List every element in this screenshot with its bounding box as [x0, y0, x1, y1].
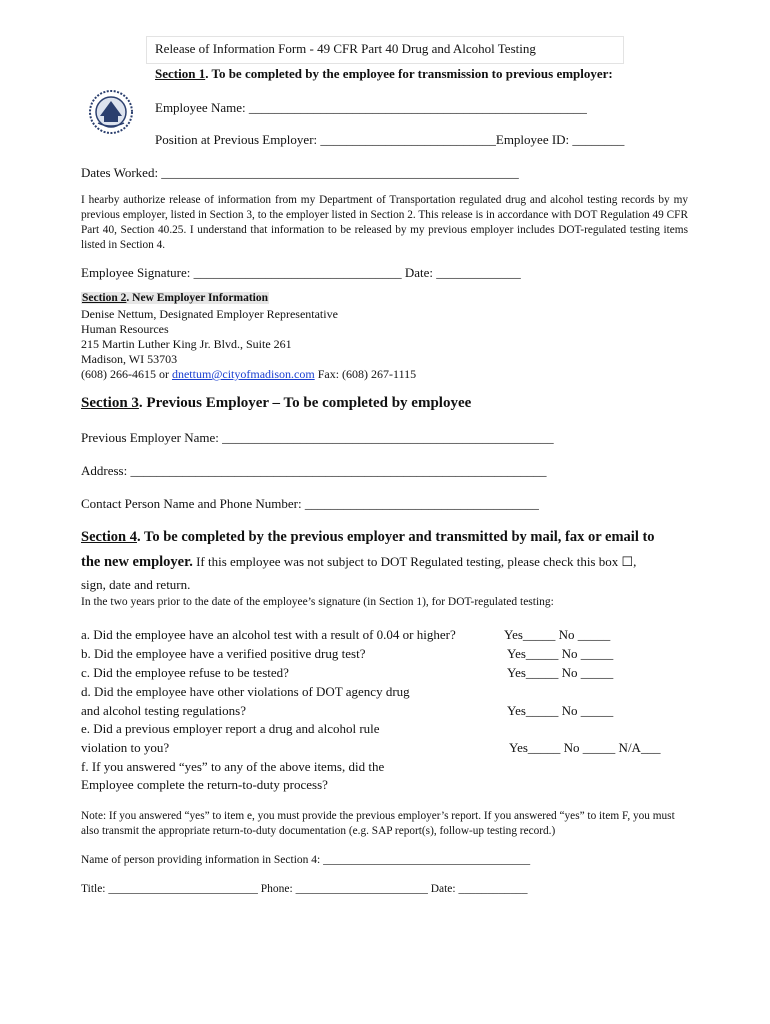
section3-heading: Section 3. Previous Employer – To be completed by employee [81, 395, 472, 411]
question-d: d. Did the employee have other violations of DOT agency drug [81, 684, 410, 699]
contact-person-field[interactable]: Contact Person Name and Phone Number: ____________________________________ [81, 496, 539, 511]
new-employer-info [81, 307, 416, 382]
previous-employer-name-field[interactable]: Previous Employer Name: ___________________________________________________ [81, 430, 554, 445]
question-a: a. Did the employee have an alcohol test with a result of 0.04 or higher? [81, 627, 456, 642]
city-seal-icon [88, 89, 134, 135]
section4-intro: In the two years prior to the date of the employee’s signature (in Section 1), for DOT-regulated testing: [81, 596, 554, 608]
employee-signature-field[interactable]: Employee Signature: ________________________________ Date: _____________ [81, 265, 521, 280]
question-c: c. Did the employee refuse to be tested? [81, 665, 289, 680]
question-e-cont: violation to you? [81, 740, 170, 755]
title-phone-date-field[interactable]: Title: __________________________ Phone: _______________________ Date: ____________ [81, 883, 528, 895]
section4-heading-line2: the new employer. If this employee was not subject to DOT Regulated testing, please check this box ☐, [81, 554, 637, 570]
question-e-answer[interactable]: Yes_____ No _____ N/A___ [509, 740, 661, 755]
form-title: Release of Information Form - 49 CFR Part 40 Drug and Alcohol Testing [155, 41, 536, 56]
name-of-person-field[interactable]: Name of person providing information in Section 4: ____________________________________ [81, 854, 531, 866]
street-address: 215 Martin Luther King Jr. Blvd., Suite 261 [81, 337, 292, 351]
employee-name-field[interactable]: Employee Name: ____________________________________________________ [155, 100, 587, 115]
previous-employer-address-field[interactable]: Address: ________________________________________________________________ [81, 463, 547, 478]
question-b-answer[interactable]: Yes_____ No _____ [507, 646, 614, 661]
section4-heading-line3: sign, date and return. [81, 577, 191, 592]
form-title-box [146, 36, 624, 64]
question-e: e. Did a previous employer report a drug and alcohol rule [81, 721, 380, 736]
question-a-answer[interactable]: Yes_____ No _____ [504, 627, 611, 642]
city-state-zip: Madison, WI 53703 [81, 352, 178, 366]
question-d-cont: and alcohol testing regulations? [81, 703, 246, 718]
question-c-answer[interactable]: Yes_____ No _____ [507, 665, 614, 680]
section4-heading: Section 4. To be completed by the previous employer and transmitted by mail, fax or email to [81, 529, 655, 545]
email-link[interactable]: dnettum@cityofmadison.com [171, 367, 315, 381]
section1-heading: Section 1. To be completed by the employee for transmission to previous employer: [155, 66, 613, 81]
question-f: f. If you answered “yes” to any of the above items, did the [81, 759, 385, 774]
department: Human Resources [81, 322, 169, 336]
position-employee-id-field[interactable]: Position at Previous Employer: ___________________________Employee ID: ________ [155, 132, 625, 147]
question-b: b. Did the employee have a verified positive drug test? [81, 646, 366, 661]
contact-name: Denise Nettum, Designated Employer Representative [81, 307, 338, 321]
section2-heading: Section 2. New Employer Information [82, 292, 269, 304]
dates-worked-field[interactable]: Dates Worked: _______________________________________________________ [81, 165, 519, 180]
note-paragraph: Note: If you answered “yes” to item e, you must provide the previous employer’s report. If you answered “yes” to item F, you must also transmit the appropriate return-to-duty documentation (e.g. SAP report(s), follow-up testing record.) [81, 810, 675, 837]
question-f-cont: Employee complete the return-to-duty process? [81, 777, 328, 792]
question-d-answer[interactable]: Yes_____ No _____ [507, 703, 614, 718]
authorization-paragraph: I hearby authorize release of information from my Department of Transportation regulated drug and alcohol testing records by my previous employer, listed in Section 3, to the employer listed in Section 2. This release is in accordance with DOT Regulation 49 CFR Part 40, Section 40.25. I understand that information to be released by my previous employer includes DOT-regulated testing items listed in Section 4. [81, 194, 688, 251]
phone-fax-line: (608) 266-4615 or dnettum@cityofmadison.com Fax: (608) 267-1115 [81, 367, 417, 381]
